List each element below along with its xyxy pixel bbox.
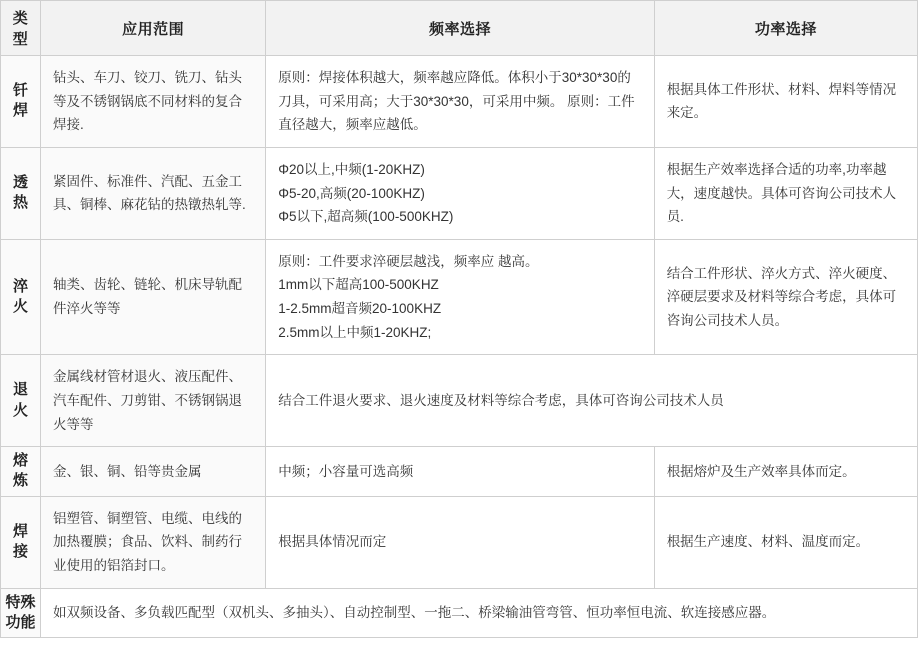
frequency-line: 原则：工件要求淬硬层越浅，频率应 越高。 (278, 253, 539, 269)
frequency-line: Φ5以下,超高频(100-500KHZ) (278, 209, 454, 225)
row-power: 根据熔炉及生产效率具体而定。 (654, 447, 917, 497)
table-row (1, 496, 918, 588)
table-row (1, 588, 918, 638)
header-frequency: 频率选择 (266, 1, 654, 56)
frequency-line: 2.5mm以上中频1-20KHZ; (278, 324, 432, 340)
row-type-annealing: 退 火 (1, 355, 41, 447)
header-type (1, 1, 41, 56)
header-power: 功率选择 (654, 1, 917, 56)
table-row (1, 56, 918, 148)
header-type-line1: 类 (12, 10, 29, 27)
row-power: 根据生产效率选择合适的功率,功率越大，速度越快。具体可咨询公司技术人员. (654, 147, 917, 239)
table-row (1, 147, 918, 239)
frequency-line: Φ5-20,高频(20-100KHZ) (278, 185, 425, 201)
row-frequency (266, 239, 654, 355)
table-row (1, 355, 918, 447)
row-frequency: 中频；小容量可选高频 (266, 447, 654, 497)
row-scope: 轴类、齿轮、链轮、机床导轨配件淬火等等 (41, 239, 266, 355)
frequency-line: 1mm以下超高100-500KHZ (278, 277, 439, 293)
header-type-line2: 型 (12, 31, 29, 48)
header-scope: 应用范围 (41, 1, 266, 56)
row-type-quenching: 淬 火 (1, 239, 41, 355)
row-scope: 金、银、铜、铅等贵金属 (41, 447, 266, 497)
header-row (1, 1, 918, 56)
row-scope: 铝塑管、铜塑管、电缆、电线的加热覆膜；食品、饮料、制药行业使用的铝箔封口。 (41, 496, 266, 588)
table-body (1, 56, 918, 638)
row-frequency: 根据具体情况而定 (266, 496, 654, 588)
row-power: 根据生产速度、材料、温度而定。 (654, 496, 917, 588)
table-row (1, 447, 918, 497)
row-power: 结合工件形状、淬火方式、淬火硬度、淬硬层要求及材料等综合考虑，具体可咨询公司技术人员。 (654, 239, 917, 355)
row-scope: 紧固件、标准件、汽配、五金工具、铜棒、麻花钻的热镦热轧等. (41, 147, 266, 239)
frequency-line: 1-2.5mm超音频20-100KHZ (278, 301, 442, 316)
row-scope: 钻头、车刀、铰刀、铣刀、钻头等及不锈钢锅底不同材料的复合焊接. (41, 56, 266, 148)
table-header (1, 1, 918, 56)
table-row (1, 239, 918, 355)
row-type-brazing: 钎 焊 (1, 56, 41, 148)
row-type-melting: 熔 炼 (1, 447, 41, 497)
row-merged-note: 如双频设备、多负载匹配型（双机头、多抽头）、自动控制型、一拖二、桥梁输油管弯管、恒功率恒电流、软连接感应器。 (41, 588, 918, 638)
row-frequency (266, 147, 654, 239)
row-type-welding: 焊 接 (1, 496, 41, 588)
row-frequency: 原则：焊接体积越大，频率越应降低。体积小于30*30*30的刀具，可采用高；大于30*30*30，可采用中频。 原则：工件直径越大，频率应越低。 (266, 56, 654, 148)
row-type-through-heating: 透 热 (1, 147, 41, 239)
frequency-line: Φ20以上,中频(1-20KHZ) (278, 161, 425, 177)
row-scope: 金属线材管材退火、液压配件、汽车配件、刀剪钳、不锈钢锅退火等等 (41, 355, 266, 447)
row-power: 根据具体工件形状、材料、焊料等情况来定。 (654, 56, 917, 148)
row-merged-note: 结合工件退火要求、退火速度及材料等综合考虑，具体可咨询公司技术人员 (266, 355, 918, 447)
row-type-special-function: 特殊 功能 (1, 588, 41, 638)
